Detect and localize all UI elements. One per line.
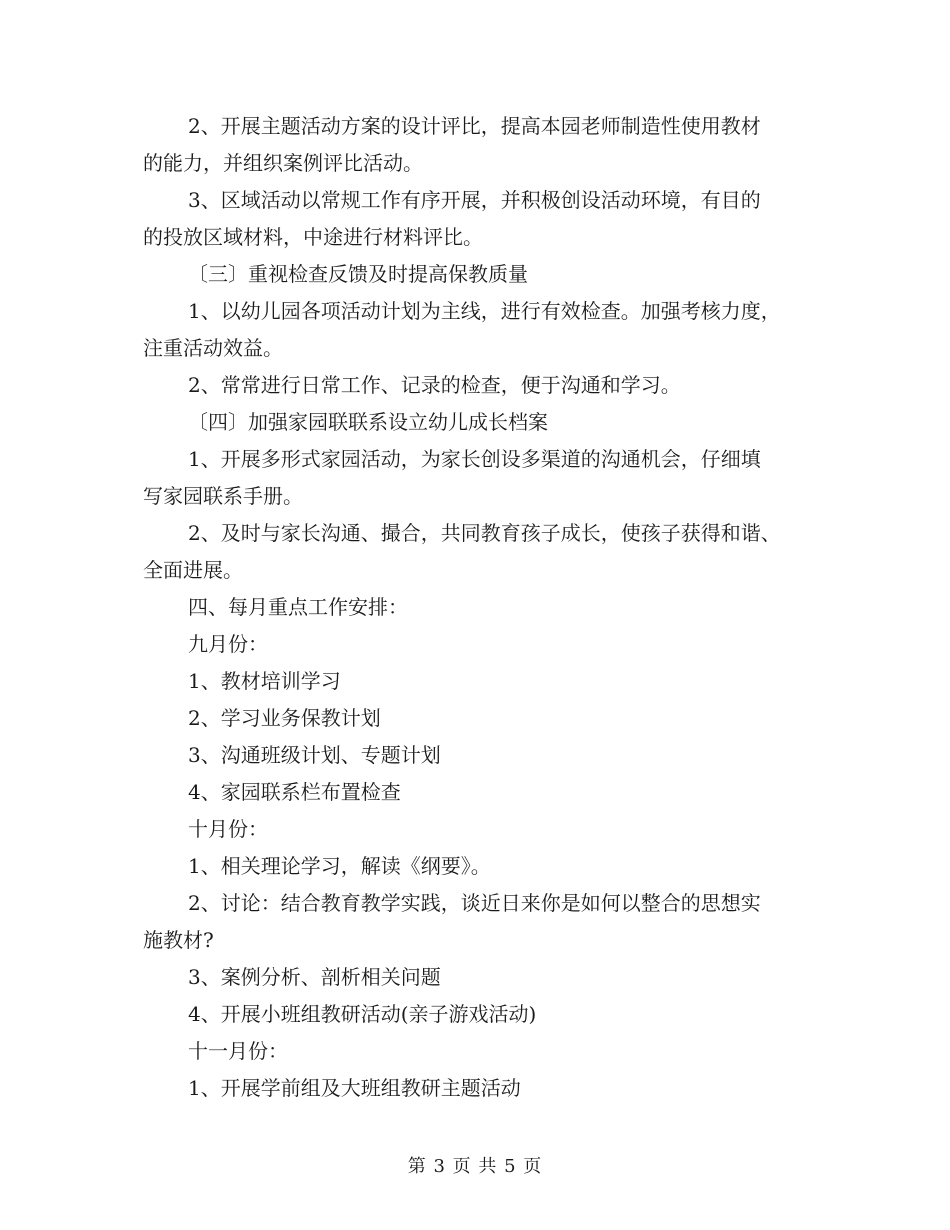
list-item — [143, 700, 815, 737]
month-heading-october — [143, 811, 815, 848]
paragraph-parent-communication — [143, 515, 815, 589]
paragraph-line: 2、开展主题活动方案的设计评比，提高本园老师制造性使用教材 — [188, 114, 761, 138]
section-heading-monthly — [143, 589, 815, 626]
list-item — [143, 774, 815, 811]
paragraph-line: 的投放区域材料，中途进行材料评比。 — [143, 225, 483, 249]
paragraph-line: 写家园联系手册。 — [143, 484, 303, 508]
paragraph-line: 3、沟通班级计划、专题计划 — [188, 743, 441, 767]
list-item — [143, 737, 815, 774]
paragraph-area-activity — [143, 182, 815, 256]
month-heading-september — [143, 626, 815, 663]
paragraph-line: 4、开展小班组教研活动(亲子游戏活动) — [188, 1002, 537, 1026]
paragraph-line: 3、区域活动以常规工作有序开展，并积极创设活动环境，有目的 — [188, 188, 761, 212]
month-heading-november — [143, 1033, 815, 1070]
list-item — [143, 996, 815, 1033]
paragraph-line: 2、讨论：结合教育教学实践，谈近日来你是如何以整合的思想实 — [188, 891, 761, 915]
paragraph-line: 1、教材培训学习 — [188, 669, 341, 693]
paragraph-line: 2、常常进行日常工作、记录的检查，便于沟通和学习。 — [188, 373, 681, 397]
list-item — [143, 959, 815, 996]
list-item — [143, 1070, 815, 1107]
paragraph-line: 十月份： — [188, 817, 268, 841]
list-item — [143, 848, 815, 885]
section-heading-3 — [143, 256, 815, 293]
paragraph-line: 3、案例分析、剖析相关问题 — [188, 965, 441, 989]
paragraph-design-contest — [143, 108, 815, 182]
paragraph-plan-check — [143, 293, 815, 367]
paragraph-line: 的能力，并组织案例评比活动。 — [143, 151, 423, 175]
page-number-footer: 第 3 页 共 5 页 — [407, 1156, 543, 1177]
paragraph-line: 〔三〕重视检查反馈及时提高保教质量 — [188, 262, 528, 286]
list-item — [143, 663, 815, 700]
paragraph-daily-check — [143, 367, 815, 404]
paragraph-line: 1、相关理论学习，解读《纲要》。 — [188, 854, 491, 878]
paragraph-line: 四、每月重点工作安排： — [188, 595, 408, 619]
paragraph-home-school — [143, 441, 815, 515]
paragraph-line: 1、以幼儿园各项活动计划为主线，进行有效检查。加强考核力度， — [188, 299, 781, 323]
paragraph-line: 4、家园联系栏布置检查 — [188, 780, 401, 804]
paragraph-line: 注重活动效益。 — [143, 336, 283, 360]
paragraph-line: 〔四〕加强家园联联系设立幼儿成长档案 — [188, 410, 548, 434]
paragraph-line: 施教材? — [143, 928, 214, 952]
paragraph-line: 2、及时与家长沟通、撮合，共同教育孩子成长，使孩子获得和谐、 — [188, 521, 781, 545]
paragraph-line: 2、学习业务保教计划 — [188, 706, 381, 730]
section-heading-4 — [143, 404, 815, 441]
paragraph-line: 1、开展学前组及大班组教研主题活动 — [188, 1076, 521, 1100]
paragraph-line: 十一月份： — [188, 1039, 288, 1063]
document-body — [143, 108, 815, 1107]
paragraph-line: 九月份： — [188, 632, 268, 656]
list-item — [143, 885, 815, 959]
paragraph-line: 全面进展。 — [143, 558, 243, 582]
paragraph-line: 1、开展多形式家园活动，为家长创设多渠道的沟通机会，仔细填 — [188, 447, 761, 471]
